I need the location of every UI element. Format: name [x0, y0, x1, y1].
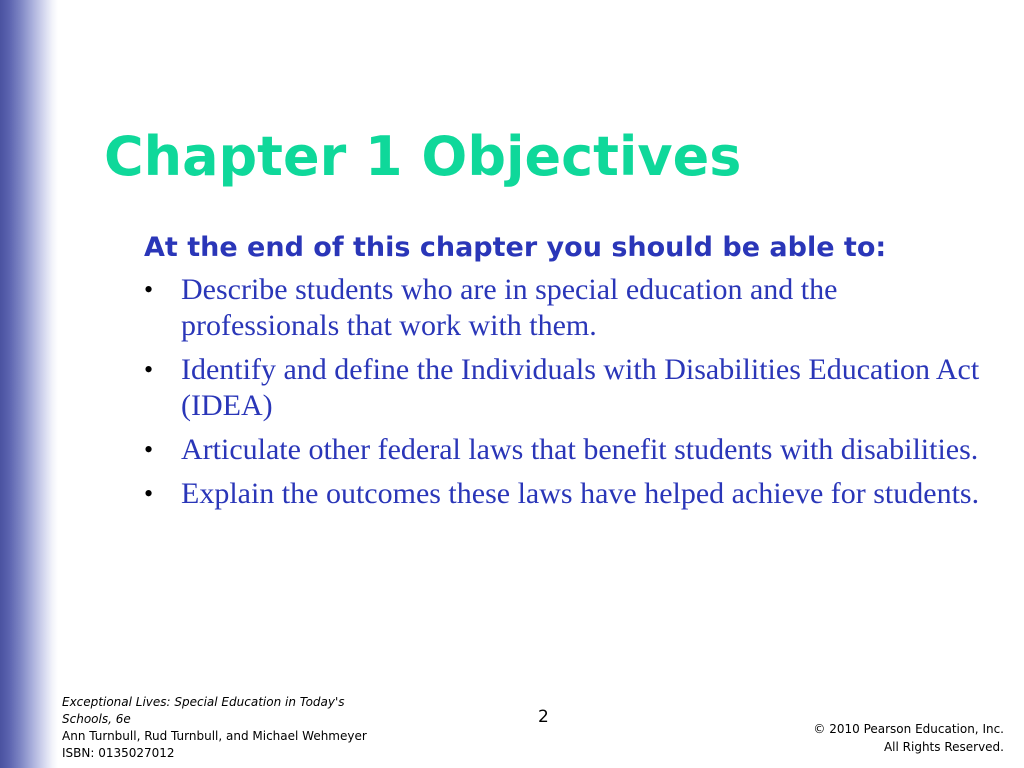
- footer-copyright: [813, 720, 1004, 756]
- book-title-line2: Schools, 6e: [62, 712, 131, 726]
- left-gradient-bar: [0, 0, 58, 768]
- book-title-line1: Exceptional Lives: Special Education in Today's: [62, 695, 345, 709]
- objectives-list: [144, 272, 984, 512]
- bullet-text: Identify and define the Individuals with Disabilities Education Act (IDEA): [181, 353, 980, 422]
- bullet-text: Explain the outcomes these laws have helped achieve for students.: [181, 477, 980, 510]
- slide-content: [144, 228, 984, 520]
- copyright-text: © 2010 Pearson Education, Inc.: [813, 722, 1004, 736]
- intro-text: At the end of this chapter you should be able to:: [144, 232, 887, 263]
- bullet-icon: •: [144, 275, 154, 304]
- slide-title: Chapter 1 Objectives: [104, 125, 742, 188]
- list-item: [144, 352, 984, 424]
- list-item: [144, 476, 984, 512]
- bullet-icon: •: [144, 355, 154, 384]
- footer-citation: [62, 694, 392, 762]
- book-isbn: ISBN: 0135027012: [62, 746, 175, 760]
- rights-text: All Rights Reserved.: [883, 740, 1004, 754]
- list-item: [144, 272, 984, 344]
- page-number: 2: [538, 707, 549, 727]
- bullet-text: Describe students who are in special education and the professionals that work with them.: [181, 273, 838, 342]
- bullet-icon: •: [144, 479, 154, 508]
- list-item: [144, 432, 984, 468]
- book-authors: Ann Turnbull, Rud Turnbull, and Michael Wehmeyer: [62, 729, 367, 743]
- bullet-icon: •: [144, 435, 154, 464]
- bullet-text: Articulate other federal laws that benefit students with disabilities.: [181, 433, 979, 466]
